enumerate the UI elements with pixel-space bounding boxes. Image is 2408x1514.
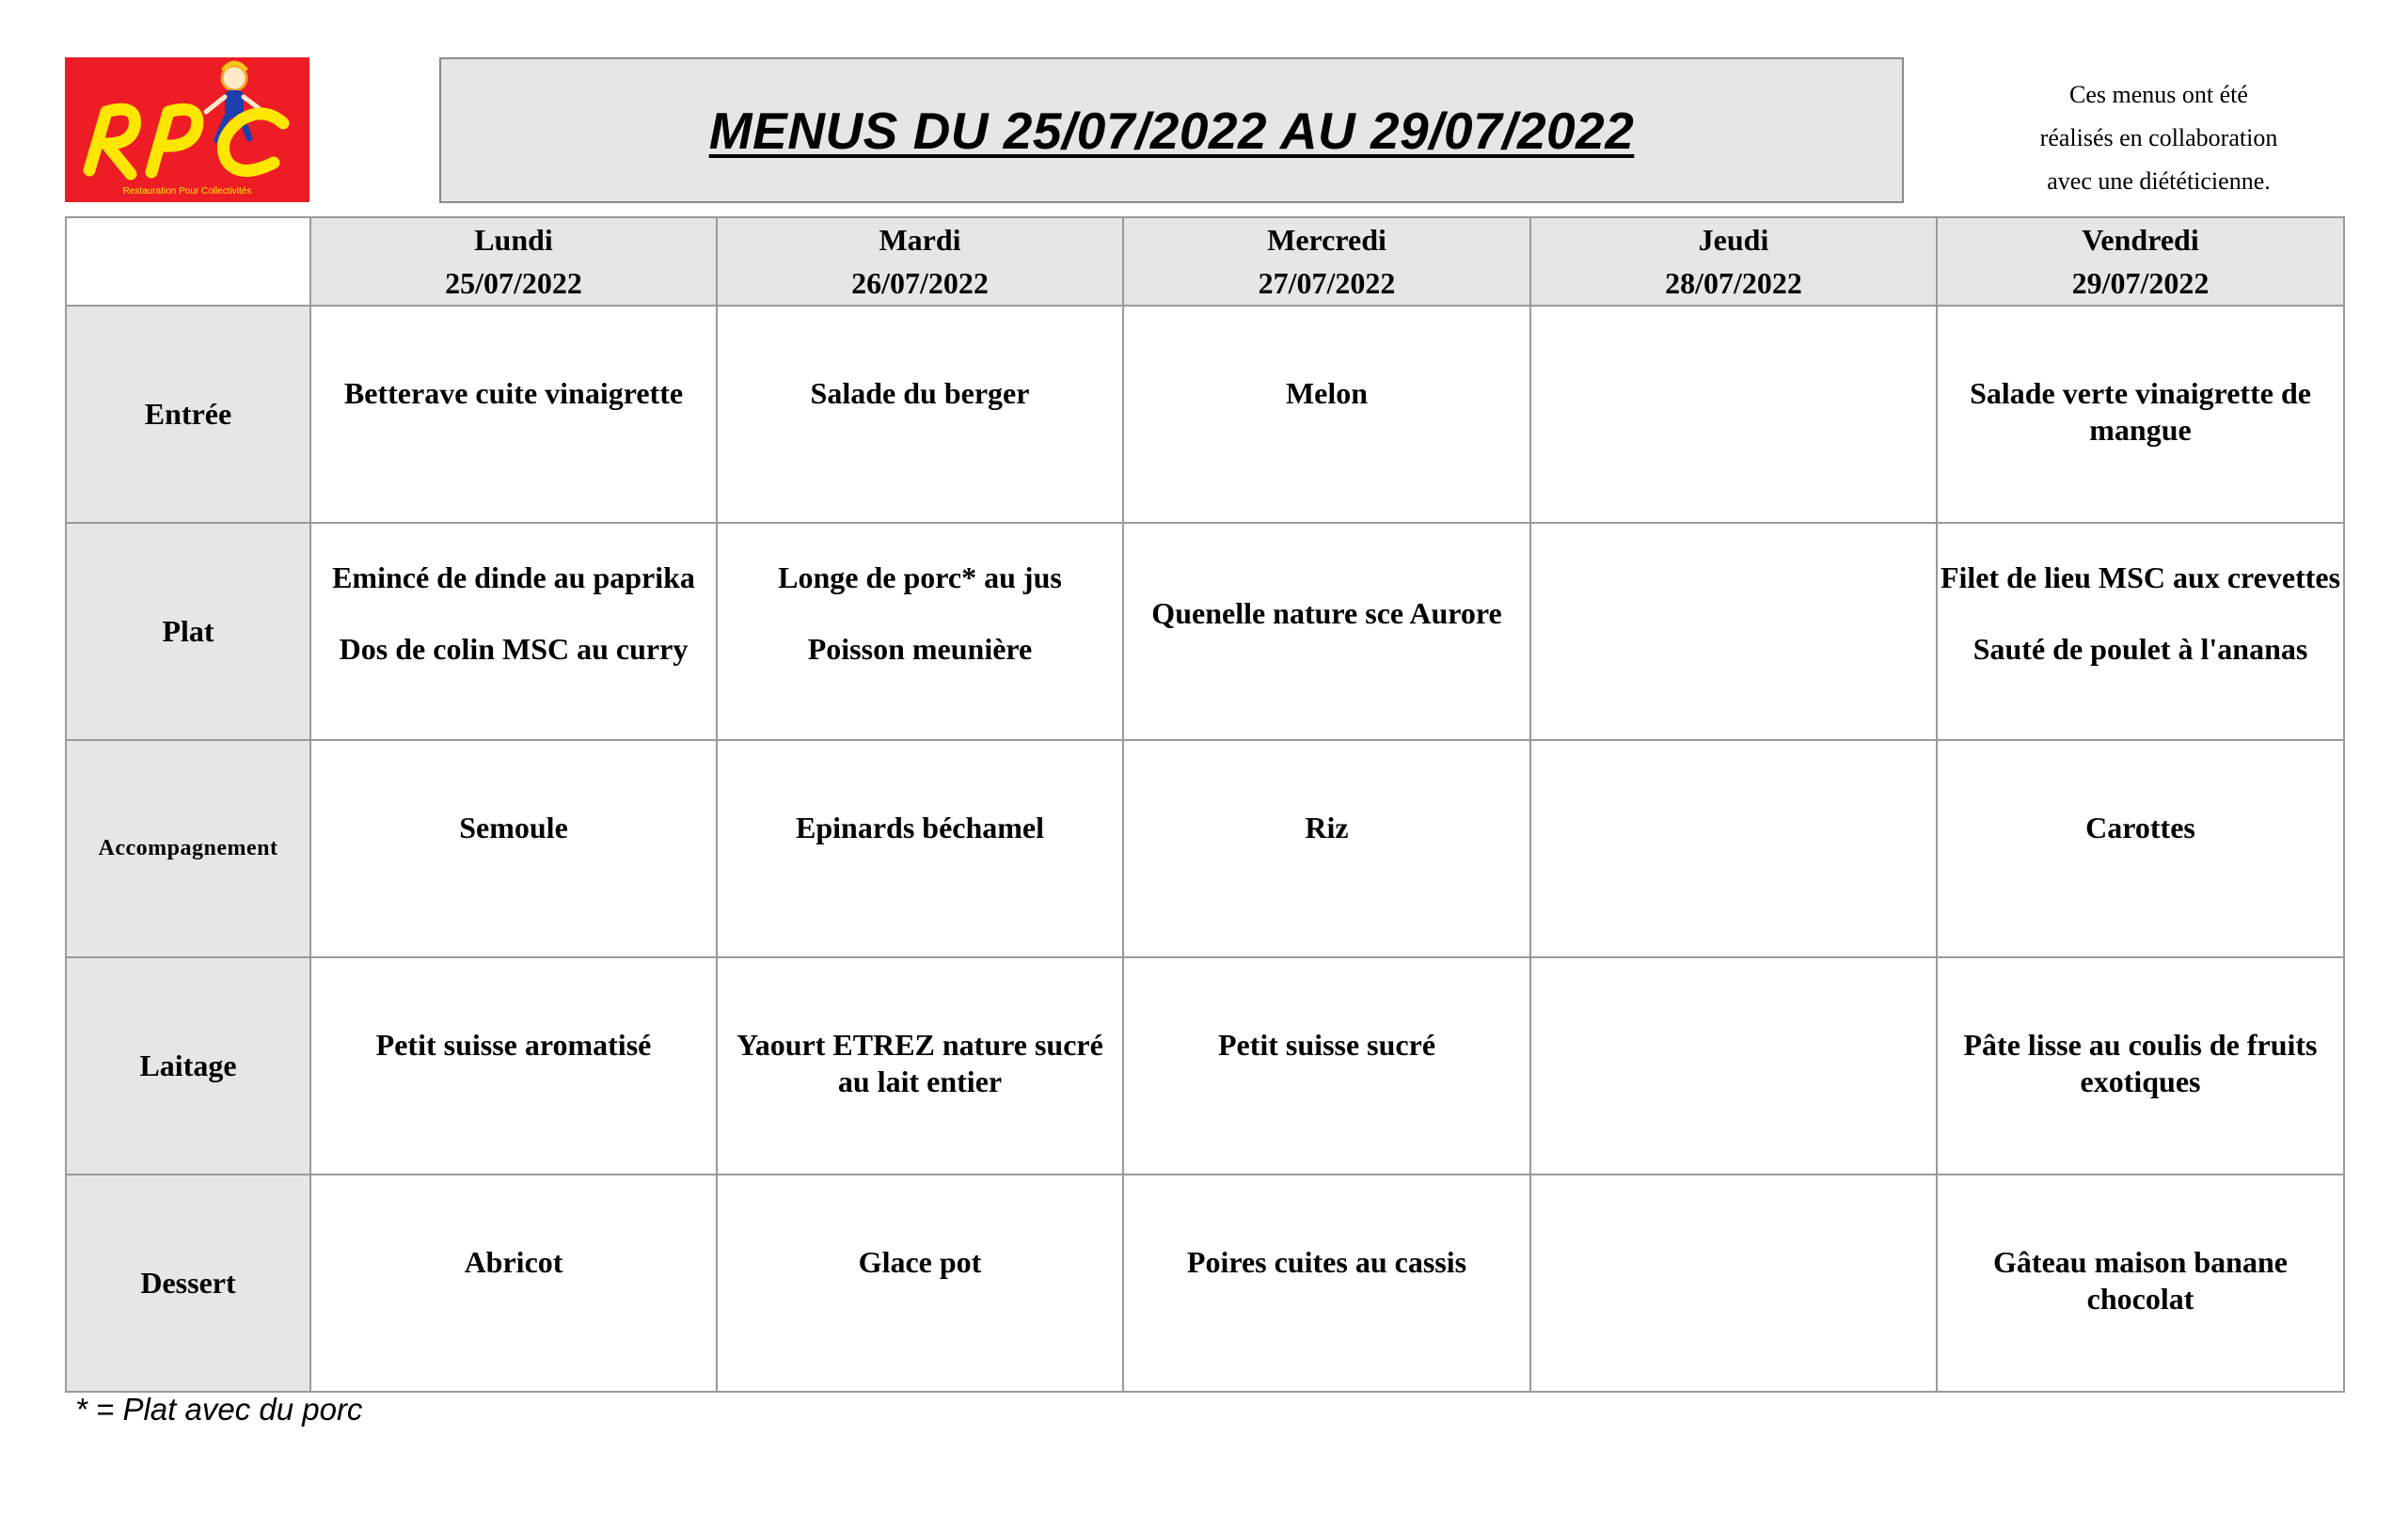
corner-cell [66, 217, 310, 306]
day-date: 26/07/2022 [851, 266, 989, 300]
menu-item: Salade du berger [810, 376, 1030, 410]
row-plat [66, 523, 2344, 740]
day-name: Mardi [879, 223, 961, 257]
menu-item: Betterave cuite vinaigrette [343, 376, 684, 410]
menu-item: Salade verte vinaigrette de mangue [1970, 376, 2311, 447]
menu-cell-empty [1530, 1175, 1937, 1392]
logo-mark-icon [65, 57, 309, 202]
menu-cell [1937, 306, 2344, 523]
day-date: 29/07/2022 [2071, 266, 2210, 300]
menu-cell [1123, 957, 1530, 1175]
row-label-accompagnement: Accompagnement [66, 740, 310, 957]
row-label-entree: Entrée [66, 306, 310, 523]
menu-item: Semoule [459, 811, 568, 844]
note-line: avec une diététicienne. [2047, 167, 2271, 195]
day-name: Mercredi [1267, 223, 1386, 257]
menu-cell [1937, 523, 2344, 740]
menu-cell [717, 523, 1123, 740]
menu-item: Dos de colin MSC au curry [339, 632, 689, 666]
day-name: Vendredi [2082, 223, 2199, 257]
menu-cell [1937, 740, 2344, 957]
row-dessert [66, 1175, 2344, 1392]
row-entree [66, 306, 2344, 523]
menu-cell [1937, 1175, 2344, 1392]
menu-cell [717, 306, 1123, 523]
menu-cell [1123, 306, 1530, 523]
day-date: 27/07/2022 [1258, 266, 1396, 300]
menu-cell-empty [1530, 957, 1937, 1175]
note-line: réalisés en collaboration [2039, 124, 2278, 151]
note-line: Ces menus ont été [2069, 81, 2248, 108]
day-header-mardi [717, 217, 1123, 306]
menu-item: Poires cuites au cassis [1186, 1245, 1467, 1279]
menu-cell [1123, 523, 1530, 740]
menu-item: Quenelle nature sce Aurore [1151, 596, 1502, 630]
menu-item: Sauté de poulet à l'ananas [1972, 632, 2308, 666]
menu-table [65, 216, 2345, 1393]
day-name: Jeudi [1698, 223, 1769, 257]
row-label-laitage: Laitage [66, 957, 310, 1175]
menu-cell-empty [1530, 306, 1937, 523]
menu-cell [310, 740, 717, 957]
day-header-mercredi [1123, 217, 1530, 306]
row-laitage [66, 957, 2344, 1175]
menu-item [1531, 1175, 1936, 1244]
menu-cell-empty [1530, 740, 1937, 957]
day-name: Lundi [474, 223, 553, 257]
day-header-vendredi [1937, 217, 2344, 306]
menu-cell [717, 740, 1123, 957]
dietitian-note [1938, 73, 2380, 203]
menu-cell [1123, 740, 1530, 957]
row-label-plat: Plat [66, 523, 310, 740]
logo-tagline: Restauration Pour Collectivités [122, 186, 252, 197]
menu-item: Yaourt ETREZ nature sucré au lait entier [737, 1028, 1103, 1098]
menu-item: Gâteau maison banane chocolat [1993, 1245, 2288, 1316]
row-accompagnement [66, 740, 2344, 957]
menu-cell [310, 1175, 717, 1392]
menu-item: Epinards béchamel [795, 811, 1045, 844]
menu-cell [310, 306, 717, 523]
row-label-dessert: Dessert [66, 1175, 310, 1392]
menu-item: Longe de porc* au jus [778, 560, 1062, 594]
menu-cell [1123, 1175, 1530, 1392]
menu-item: Glace pot [858, 1245, 982, 1279]
menu-item: Emincé de dinde au paprika [332, 560, 695, 594]
menu-cell [310, 523, 717, 740]
menu-item: Abricot [464, 1245, 563, 1279]
day-header-lundi [310, 217, 717, 306]
menu-item: Filet de lieu MSC aux crevettes [1940, 560, 2341, 594]
menu-item: Poisson meunière [807, 632, 1033, 666]
menu-item [1531, 958, 1936, 1027]
title-box [439, 57, 1904, 203]
day-header-row [66, 217, 2344, 306]
menu-cell [717, 1175, 1123, 1392]
menu-cell [717, 957, 1123, 1175]
menu-item: Pâte lisse au coulis de fruits exotiques [1963, 1028, 2318, 1098]
day-date: 28/07/2022 [1665, 266, 1802, 300]
menu-item [1531, 741, 1936, 810]
menu-item [1531, 307, 1936, 375]
menu-item: Riz [1305, 811, 1349, 844]
rpc-logo [65, 57, 309, 202]
menu-cell-empty [1530, 523, 1937, 740]
pork-footnote: * = Plat avec du porc [75, 1392, 363, 1427]
page-title: MENUS DU 25/07/2022 AU 29/07/2022 [708, 101, 1635, 160]
menu-cell [310, 957, 717, 1175]
day-date: 25/07/2022 [445, 266, 582, 300]
menu-item: Melon [1285, 376, 1369, 410]
menu-item: Petit suisse aromatisé [375, 1028, 652, 1062]
menu-item: Carottes [2085, 811, 2195, 844]
menu-cell [1937, 957, 2344, 1175]
day-header-jeudi [1530, 217, 1937, 306]
menu-item: Petit suisse sucré [1217, 1028, 1436, 1062]
